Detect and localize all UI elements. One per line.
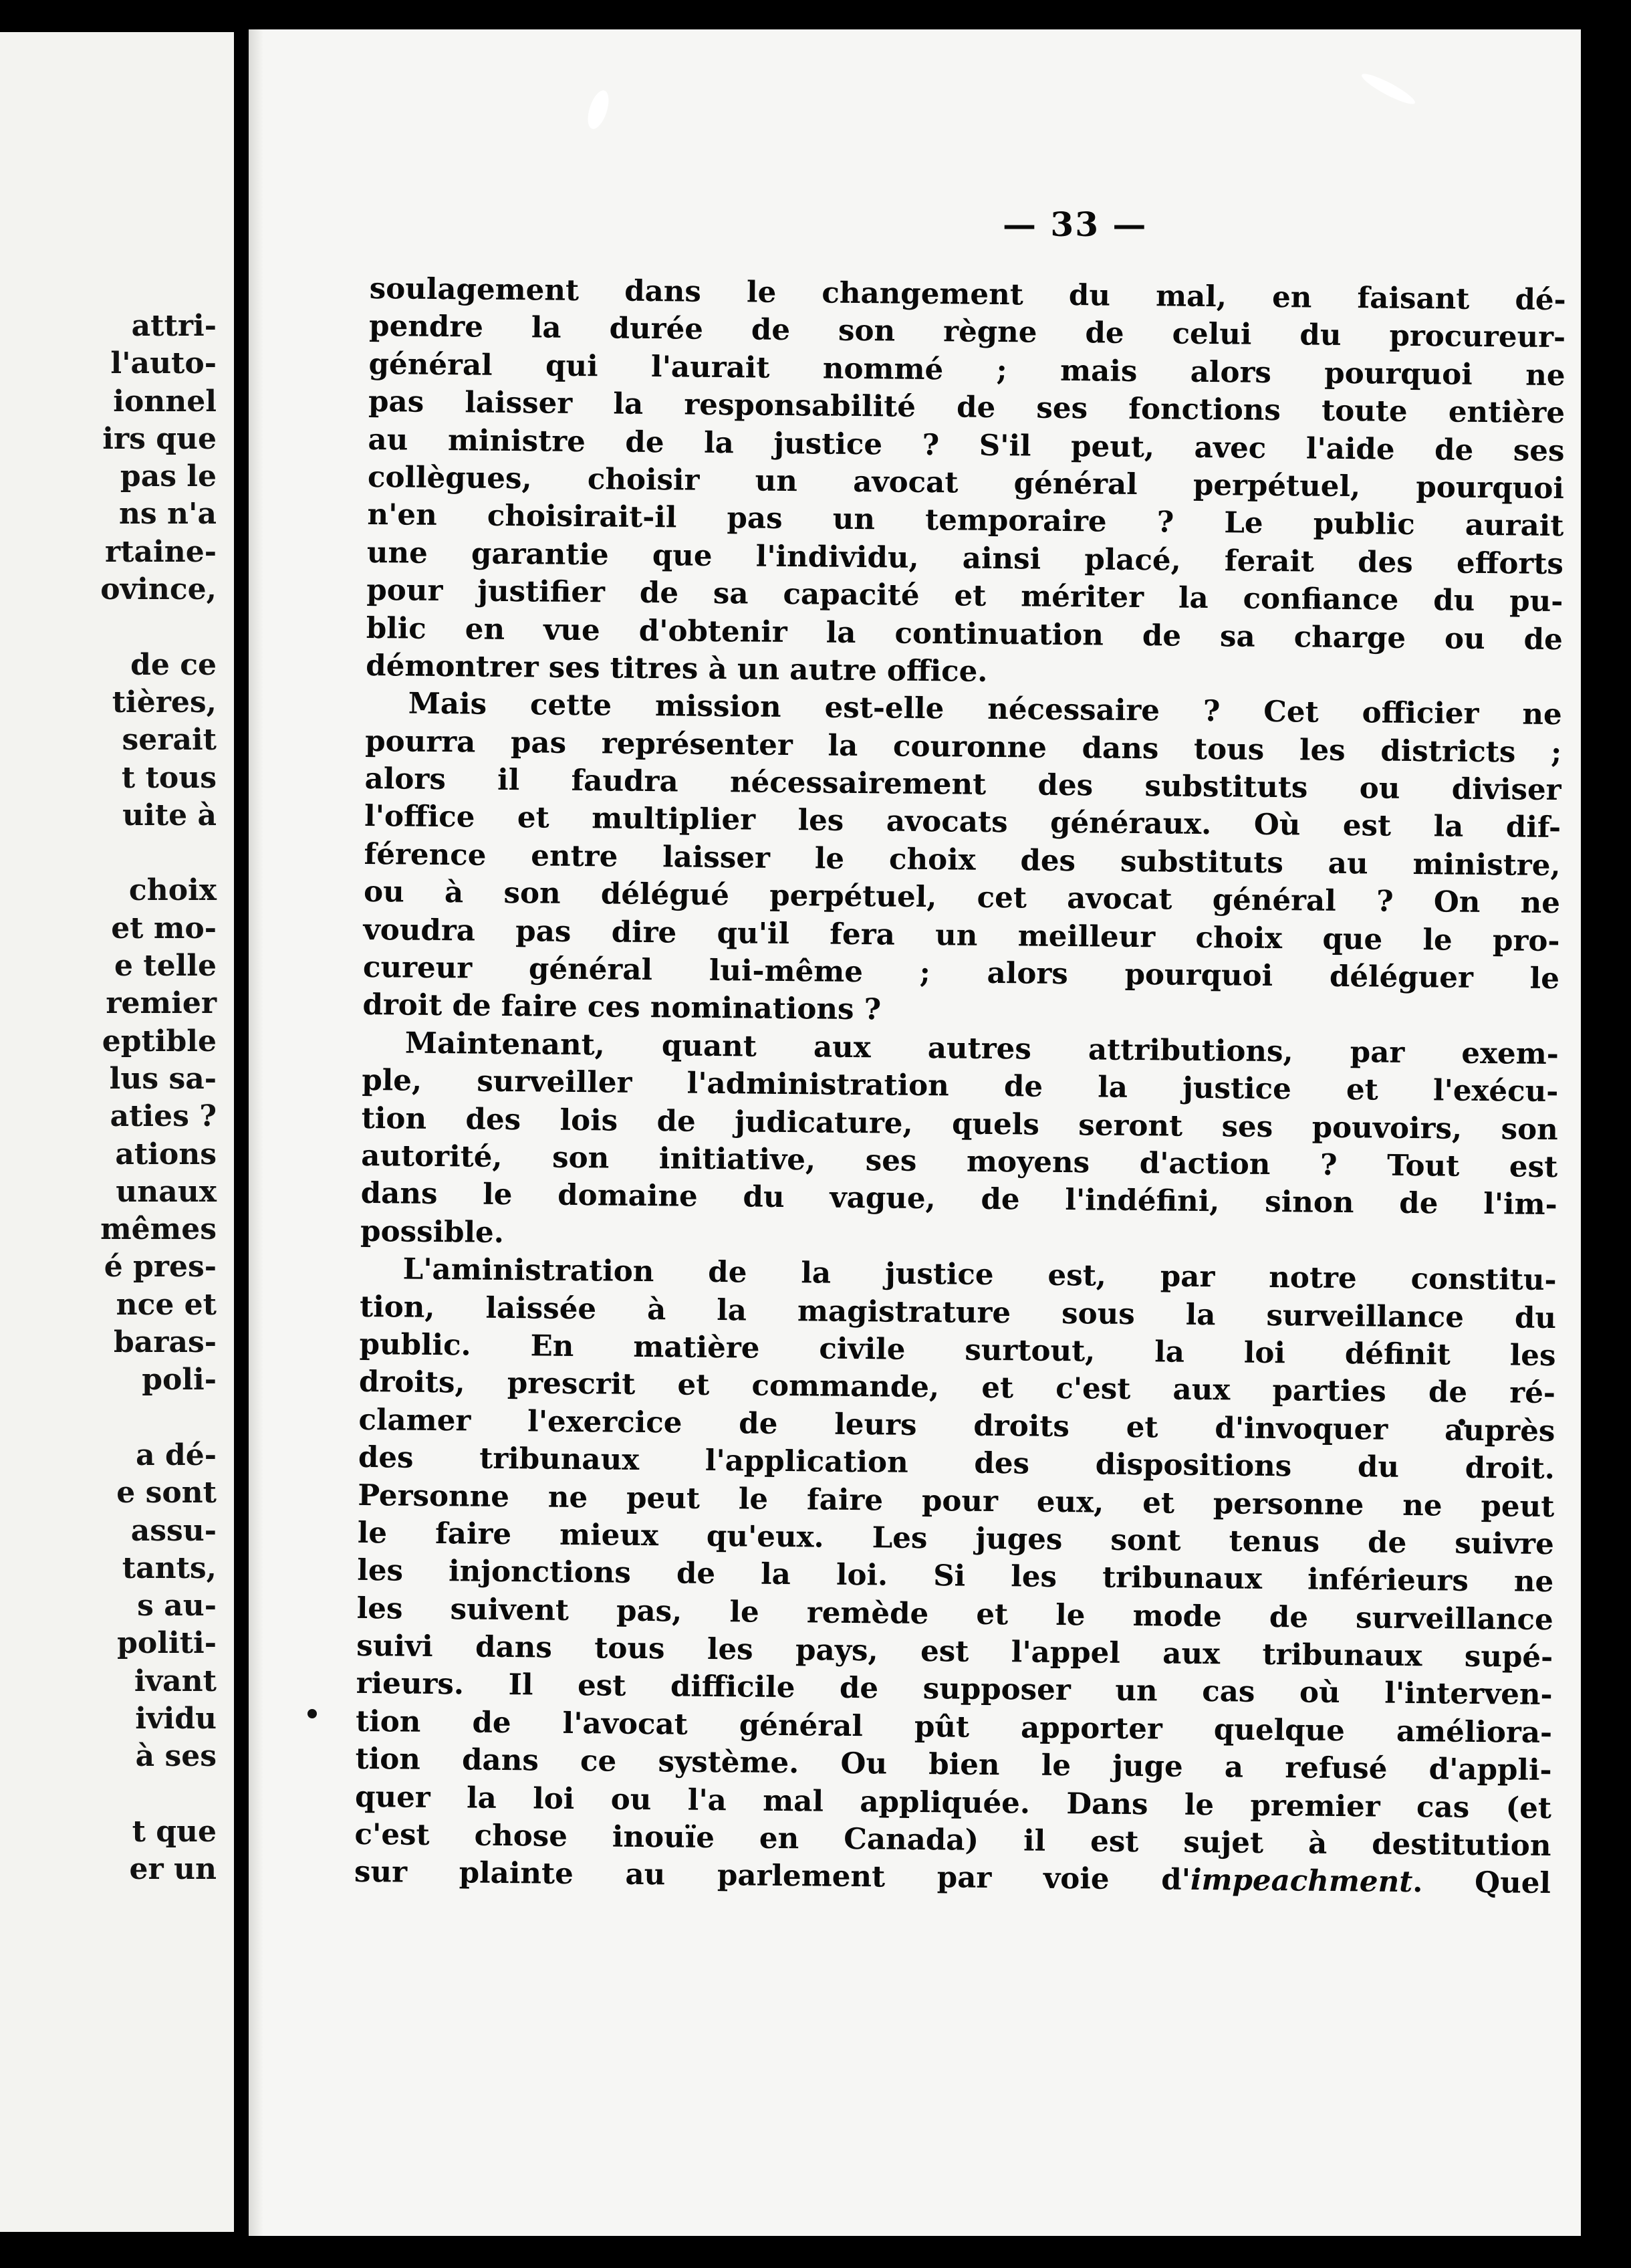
text-line: tion dans ce système. Ou bien le juge a refusé d'appli- xyxy=(355,1742,1552,1788)
text-line: pour justifier de sa capacité et mériter la confiance du pu- xyxy=(366,573,1563,619)
text-line: les injonctions de la loi. Si les tribunaux inférieurs ne xyxy=(357,1553,1554,1599)
text-line: n'en choisirait-il pas un temporaire ? Le public aurait xyxy=(367,497,1564,544)
text-line: Maintenant, quant aux autres attributions, par exem- xyxy=(404,1026,1559,1071)
text-line: public. En matière civile surtout, la loi définit les xyxy=(359,1327,1556,1373)
previous-page-line: à ses xyxy=(135,1739,217,1774)
previous-page-strip xyxy=(0,32,234,2232)
book-page xyxy=(249,29,1581,2236)
previous-page-line: e sont xyxy=(116,1476,217,1510)
scan-speck xyxy=(584,88,612,131)
body-text xyxy=(354,270,1566,1903)
text-line: c'est chose inouïe en Canada) il est sujet à destitution xyxy=(354,1817,1551,1863)
previous-page-line: choix xyxy=(128,873,217,908)
page-number: — 33 — xyxy=(1003,205,1148,244)
previous-page-line: ns n'a xyxy=(118,497,217,532)
text-line: pas laisser la responsabilité de ses fonctions toute entière xyxy=(368,384,1565,431)
text-line: droits, prescrit et commande, et c'est aux parties de ré- xyxy=(358,1365,1556,1411)
previous-page-line: mêmes xyxy=(100,1212,217,1247)
text-line: pendre la durée de son règne de celui du procureur- xyxy=(368,309,1566,355)
previous-page-line: ations xyxy=(115,1137,217,1171)
previous-page-line: eptible xyxy=(102,1024,217,1058)
text-line: possible. xyxy=(360,1214,505,1250)
text-line: une garantie que l'individu, ainsi placé, ferait des efforts xyxy=(366,535,1564,581)
previous-page-line: unaux xyxy=(116,1174,217,1209)
previous-page-text xyxy=(100,308,217,1888)
text-line: pourra pas représenter la couronne dans tous les districts ; xyxy=(364,723,1562,770)
previous-page-line xyxy=(100,834,217,872)
previous-page-line: et mo- xyxy=(111,911,217,945)
previous-page-line: aties ? xyxy=(110,1099,217,1134)
previous-page-line: serait xyxy=(122,723,217,758)
text-line: ou à son délégué perpétuel, cet avocat général ? On ne xyxy=(363,875,1561,921)
text-line: suivi dans tous les pays, est l'appel aux tribunaux supé- xyxy=(356,1628,1553,1675)
text-line: alors il faudra nécessairement des substituts ou diviser xyxy=(364,762,1561,808)
final-line-end: Quel xyxy=(1474,1865,1551,1901)
text-line: férence entre laisser le choix des substituts au ministre, xyxy=(364,836,1561,883)
previous-page-line: nce et xyxy=(116,1287,217,1322)
ink-dot xyxy=(307,1709,317,1718)
previous-page-line xyxy=(100,1776,217,1813)
text-line: tion de l'avocat général pût apporter quelque améliora- xyxy=(355,1704,1553,1750)
text-line: général qui l'aurait nommé ; mais alors pourquoi ne xyxy=(368,346,1565,392)
final-line-punct: . xyxy=(1412,1865,1423,1900)
text-line: Personne ne peut le faire pour eux, et personne ne peut xyxy=(358,1478,1555,1524)
previous-page-line: ivant xyxy=(134,1664,217,1698)
text-line: tion, laissée à la magistrature sous la surveillance du xyxy=(359,1289,1557,1335)
previous-page-line: politi- xyxy=(117,1626,217,1661)
previous-page-line: poli- xyxy=(142,1363,217,1397)
text-line: rieurs. Il est difficile de supposer un cas où l'interven- xyxy=(356,1666,1553,1712)
text-line: dans le domaine du vague, de l'indéfini, sinon de l'im- xyxy=(360,1176,1557,1222)
text-line: cureur général lui-même ; alors pourquoi déléguer le xyxy=(362,949,1560,996)
text-line: l'office et multiplier les avocats généraux. Où est la dif- xyxy=(364,799,1561,845)
final-line-start: sur plainte au parlement par voie d' xyxy=(354,1855,1191,1898)
previous-page-line: t tous xyxy=(121,760,217,795)
previous-page-line: ionnel xyxy=(113,384,217,419)
text-line: au ministre de la justice ? S'il peut, avec l'aide de ses xyxy=(368,422,1565,468)
previous-page-line: de ce xyxy=(130,647,217,682)
previous-page-line: ovince, xyxy=(100,572,217,607)
previous-page-line: ividu xyxy=(135,1701,217,1736)
previous-page-line: uite à xyxy=(122,798,217,832)
text-line: autorité, son initiative, ses moyens d'action ? Tout est xyxy=(361,1138,1558,1185)
scan-speck xyxy=(1359,70,1418,108)
spine-shadow xyxy=(249,29,263,2236)
previous-page-line xyxy=(100,608,217,646)
previous-page-line: attri- xyxy=(131,309,217,343)
text-line: le faire mieux qu'eux. Les juges sont tenus de suivre xyxy=(357,1515,1555,1561)
previous-page-line: a dé- xyxy=(136,1438,217,1472)
previous-page-line: s au- xyxy=(137,1589,217,1623)
text-line: des tribunaux l'application des dispositions du droit. xyxy=(358,1440,1555,1486)
text-line: clamer l'exercice de leurs droits et d'invoquer auprès xyxy=(358,1402,1555,1448)
previous-page-line: t que xyxy=(132,1814,217,1849)
previous-page-line: l'auto- xyxy=(110,346,217,381)
italic-term: impeachment xyxy=(1190,1863,1413,1900)
text-line: blic en vue d'obtenir la continuation de sa charge ou de xyxy=(366,610,1563,657)
text-line: les suivent pas, le remède et le mode de surveillance xyxy=(356,1591,1553,1637)
text-line: soulagement dans le changement du mal, en faisant dé- xyxy=(369,271,1566,318)
text-line: droit de faire ces nominations ? xyxy=(362,988,882,1027)
previous-page-line: baras- xyxy=(114,1325,217,1360)
previous-page-line: er un xyxy=(129,1852,217,1887)
previous-page-line: é pres- xyxy=(104,1250,217,1284)
previous-page-line: pas le xyxy=(120,459,217,494)
text-line: Mais cette mission est-elle nécessaire ? Cet officier ne xyxy=(408,686,1562,732)
previous-page-line xyxy=(100,1399,217,1437)
previous-page-line: tants, xyxy=(122,1551,217,1585)
previous-page-line: irs que xyxy=(102,421,217,456)
previous-page-line: rtaine- xyxy=(105,534,217,569)
previous-page-line: e telle xyxy=(114,949,217,984)
previous-page-line: remier xyxy=(106,986,217,1021)
previous-page-line: tières, xyxy=(112,685,217,719)
previous-page-line: lus sa- xyxy=(109,1061,217,1096)
text-line: démontrer ses titres à un autre office. xyxy=(366,648,988,689)
text-line: voudra pas dire qu'il fera un meilleur choix que le pro- xyxy=(363,912,1560,958)
previous-page-line: assu- xyxy=(130,1513,217,1548)
text-line: ple, surveiller l'administration de la justice et l'exécu- xyxy=(362,1063,1559,1109)
text-line: L'aministration de la justice est, par notre constitu- xyxy=(402,1252,1557,1298)
text-line: collègues, choisir un avocat général perpétuel, pourquoi xyxy=(367,459,1565,506)
text-line: quer la loi ou l'a mal appliquée. Dans le premier cas (et xyxy=(354,1779,1552,1825)
text-line: tion des lois de judicature, quels seront ses pouvoirs, son xyxy=(361,1101,1558,1147)
